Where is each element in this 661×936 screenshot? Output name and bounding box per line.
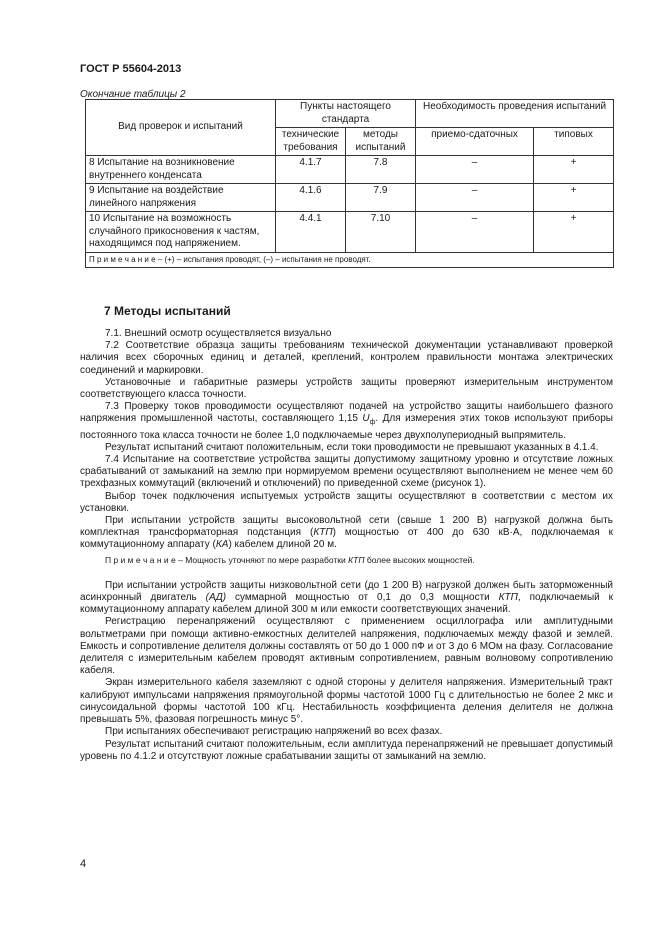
text-run: ) мощностью от 400 до 630 кВ·А, подключаемая к коммутационному аппарату ( [80, 527, 613, 551]
row-type: + [534, 156, 614, 184]
header-checks: Вид проверок и испытаний [86, 100, 276, 156]
header-points: Пункты настоящего стандарта [276, 100, 416, 128]
paragraph: 7.4 Испытание на соответствие устройства защиты допустимому защитному уровню и отсутствие ложных срабатываний от замыканий на землю при нормируемом времени осуществляют выполнением не менее чем 60 трехфазных коммутаций (включений и отключений) по приведенной схеме (рисунок 1). [80, 454, 613, 490]
paragraph [80, 401, 613, 442]
text-run: – Мощность уточняют по мере разработки [175, 554, 349, 565]
text-run: ) кабелем длиной 20 м. [228, 539, 337, 551]
standard-header: ГОСТ Р 55604-2013 [80, 63, 182, 75]
text-run: При испытании устройств защиты высоковольтной сети (свыше 1 200 В) нагрузкой должна быть комплектная трансформаторная подстанция ( [80, 515, 613, 539]
paragraph: Результат испытаний считают положительным, если токи проводимости не превышают указанных в 4.1.4. [105, 441, 599, 453]
paragraph: Результат испытаний считают положительным, если амплитуда перенапряжений не превышает допустимый уровень по 4.1.2 и отсутствуют ложные срабатывании защиты от замыканий на землю. [80, 738, 613, 762]
header-methods: методы испытаний [346, 128, 416, 156]
table-row [86, 212, 614, 253]
text-run: (АД) [205, 592, 227, 604]
text-run: более высоких мощностей. [364, 554, 475, 565]
header-acceptance: приемо-сдаточных [416, 128, 534, 156]
paragraph: Установочные и габаритные размеры устройств защиты проверяют измерительным инструментом соответствующего класса точности. [80, 376, 613, 401]
row-method: 7.9 [346, 184, 416, 212]
paragraph [80, 580, 613, 617]
row-acceptance: – [416, 156, 534, 184]
text-run: U [362, 413, 370, 425]
text-run: ф [369, 419, 376, 427]
paragraph: Экран измерительного кабеля заземляют с одной стороны у делителя напряжения. Измерительный тракт калибруют импульсами напряжения прямоугольной формы частотой 1000 Гц с длительностью не более 2 мкс и синусоидальной формы частотой 100 кГц. Нестабильность коэффициента деления делителя не должна превышать 5%, фазовая погрешность минус 5°. [80, 677, 613, 726]
note [80, 554, 613, 566]
table-note-text: – (+) – испытания проводят, (–) – испытания не проводят. [155, 254, 371, 264]
table-note [86, 252, 614, 268]
row-tech: 4.1.6 [276, 184, 346, 212]
paragraph: 7.1. Внешний осмотр осуществляется визуально [105, 328, 332, 339]
table-header-row [86, 100, 614, 128]
paragraph: 7.2 Соответствие образца защиты требованиям технической документации устанавливают проверкой наличия всех сборочных единиц и деталей, креплений, контролем правильности монтажа электрических соединений и маркировки. [80, 340, 613, 376]
table-2 [85, 99, 614, 268]
text-run: КТП [313, 527, 333, 539]
paragraph: Регистрацию перенапряжений осуществляют с применением осциллографа или амплитудными вольтметрами при помощи активно-емкостных делителей напряжения, подключаемых между фазой и землей. Емкость и сопротивление делителя должны составлять от 50 до 1 000 пФ и от 3 до 6 МОм на фазу. Согласование делителя с измерительным кабелем проводят активным сопротивлением, равным волновому сопротивлению кабеля. [80, 616, 613, 677]
row-method: 7.8 [346, 156, 416, 184]
page-number: 4 [80, 858, 87, 870]
header-type: типовых [534, 128, 614, 156]
row-type: + [534, 184, 614, 212]
note-label: П р и м е ч а н и е [105, 554, 176, 565]
text-run: При испытании устройств защиты низковольтной сети (до 1 200 В) нагрузкой должен быть заторможенный асинхронный двигатель [80, 579, 613, 604]
text-run: КТП [348, 554, 365, 565]
text-run: суммарной мощностью от 0,1 до 0,3 мощности [226, 592, 499, 604]
text-run: , подключаемый к коммутационному аппарату кабелем длиной 300 м или емкости соответствующих значений. [80, 592, 613, 616]
table-row [86, 156, 614, 184]
header-tech: технические требования [276, 128, 346, 156]
section-body [80, 328, 613, 763]
section-title: 7 Методы испытаний [104, 304, 231, 318]
table-caption: Окончание таблицы 2 [80, 89, 186, 100]
row-type: + [534, 212, 614, 253]
row-name: 9 Испытание на воздействие линейного напряжения [86, 184, 276, 212]
row-tech: 4.4.1 [276, 212, 346, 253]
row-name: 8 Испытание на возникновение внутреннего конденсата [86, 156, 276, 184]
paragraph: Выбор точек подключения испытуемых устройств защиты осуществляют в соответствии с местом их установки. [80, 490, 613, 514]
header-need: Необходимость проведения испытаний [416, 100, 614, 128]
table-note-label: П р и м е ч а н и е [89, 254, 156, 264]
paragraph: При испытаниях обеспечивают регистрацию напряжений во всех фазах. [105, 726, 443, 738]
row-acceptance: – [416, 212, 534, 253]
text-run: 7.3 Проверку токов проводимости осуществляют подачей на устройство защиты наибольшего фазного напряжения промышленной частоты, составляющего 1,15 [80, 401, 613, 425]
row-tech: 4.1.7 [276, 156, 346, 184]
row-acceptance: – [416, 184, 534, 212]
text-run: . Для измерения этих токов используют приборы постоянного тока класса точности не более 1,0 подключаемые через двухполупериодный выпрямитель. [80, 413, 613, 441]
row-name: 10 Испытание на возможность случайного прикосновения к частям, находящимся под напряжением. [86, 212, 276, 253]
table-note-row [86, 252, 614, 268]
text-run: КА [215, 539, 229, 551]
text-run: КТП [498, 592, 518, 604]
paragraph [80, 515, 613, 552]
row-method: 7.10 [346, 212, 416, 253]
spacer [80, 568, 613, 580]
table-row [86, 184, 614, 212]
